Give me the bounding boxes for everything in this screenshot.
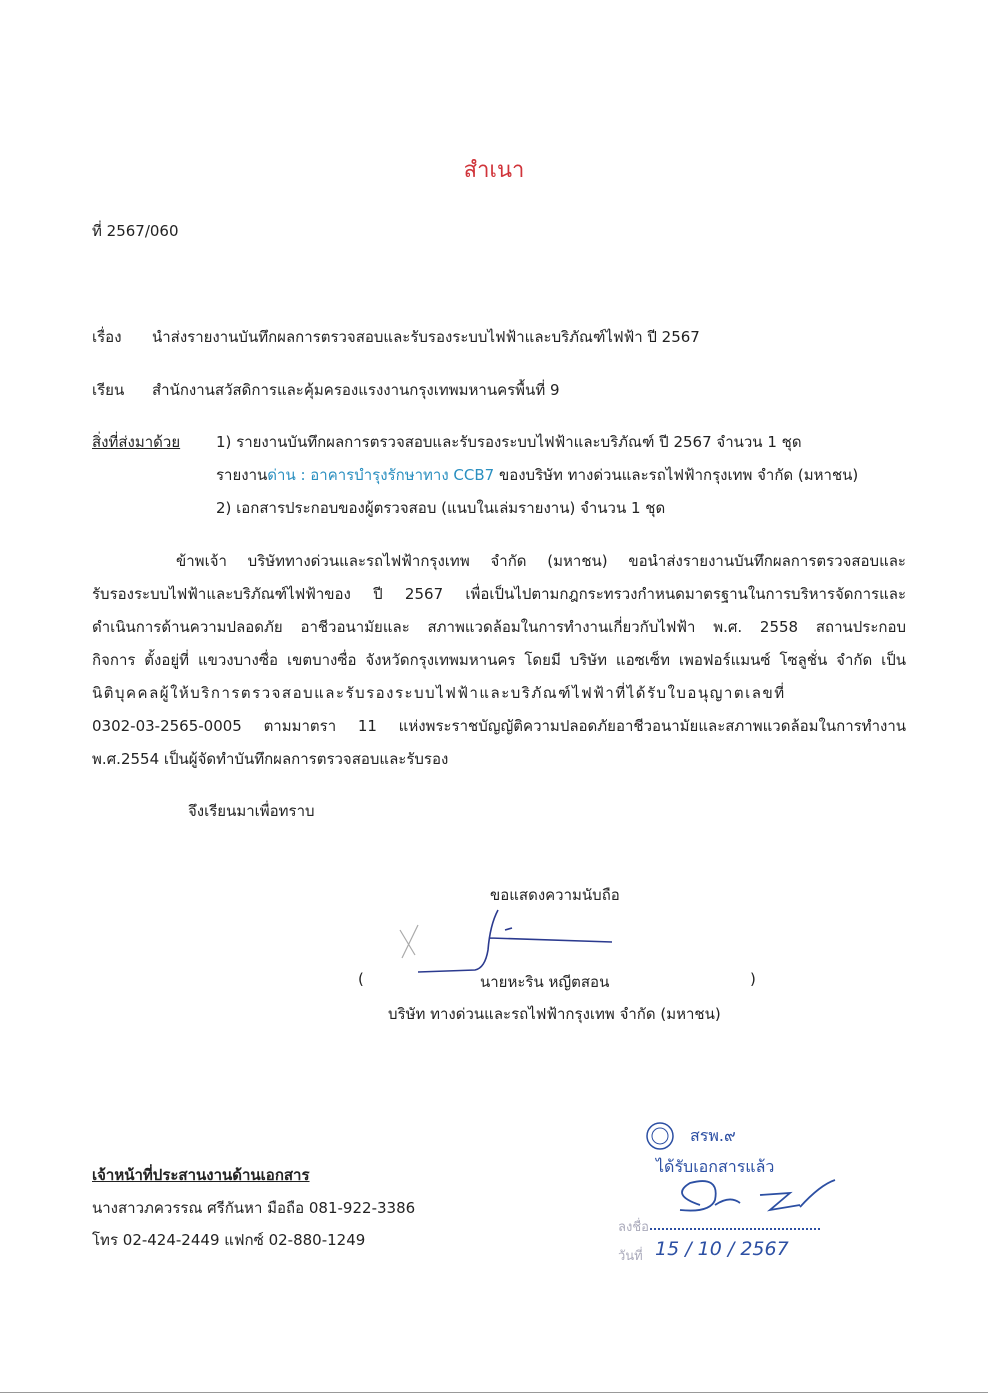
document-title: สำเนา <box>463 158 525 183</box>
stamp-sign-label: ลงชื่อ <box>618 1220 649 1235</box>
coordinator-name-phone: นางสาวภควรรณ ศรีกันหา มือถือ 081-922-3386 <box>92 1199 416 1217</box>
subject-label: เรื่อง <box>92 328 122 346</box>
regards-text: ขอแสดงความนับถือ <box>490 886 620 904</box>
signature-image <box>390 900 630 980</box>
emblem-icon <box>642 1120 678 1152</box>
close-paren: ) <box>750 970 756 988</box>
body-line: รับรองระบบไฟฟ้าและบริภัณฑ์ไฟฟ้าของ ปี 2567 เพื่อเป็นไปตามกฎกระทรวงกำหนดมาตรฐานในการบริหารจัดการและ <box>92 585 906 603</box>
signer-company: บริษัท ทางด่วนและรถไฟฟ้ากรุงเทพ จำกัด (มหาชน) <box>388 1005 721 1023</box>
coordinator-tel-fax: โทร 02-424-2449 แฟกซ์ 02-880-1249 <box>92 1231 366 1249</box>
stamp-office: สรพ.๙ <box>690 1126 736 1145</box>
body-line: ข้าพเจ้า บริษัททางด่วนและรถไฟฟ้ากรุงเทพ จำกัด (มหาชน) ขอนำส่งรายงานบันทึกผลการตรวจสอบและ <box>176 552 906 570</box>
stamp-date-value: 15 / 10 / 2567 <box>655 1238 789 1260</box>
enclosure-item-2: 2) เอกสารประกอบของผู้ตรวจสอบ (แนบในเล่มรายงาน) จำนวน 1 ชุด <box>216 499 666 517</box>
body-line: นิติบุคคลผู้ให้บริการตรวจสอบและรับรองระบบไฟฟ้าและบริภัณฑ์ไฟฟ้าที่ได้รับใบอนุญาตเลขที่ <box>92 684 786 702</box>
stamp-signature <box>660 1175 840 1225</box>
enclosure-item-1-continued <box>216 463 858 487</box>
stamp-date-label: วันที่ <box>618 1249 643 1264</box>
recipient-text: สำนักงานสวัสดิการและคุ้มครองแรงงานกรุงเทพมหานครพื้นที่ 9 <box>152 381 560 399</box>
signer-name: นายหะริน หญีตสอน <box>480 973 610 991</box>
coordinator-heading: เจ้าหน้าที่ประสานงานด้านเอกสาร <box>92 1166 310 1184</box>
subject-text: นำส่งรายงานบันทึกผลการตรวจสอบและรับรองระบบไฟฟ้าและบริภัณฑ์ไฟฟ้า ปี 2567 <box>152 328 700 346</box>
recipient-label: เรียน <box>92 381 125 399</box>
sign-dotted-line <box>650 1228 820 1230</box>
stamp-received: ได้รับเอกสารแล้ว <box>656 1157 775 1176</box>
enclosure-item-1: 1) รายงานบันทึกผลการตรวจสอบและรับรองระบบไฟฟ้าและบริภัณฑ์ ปี 2567 จำนวน 1 ชุด <box>216 433 802 451</box>
closing-text: จึงเรียนมาเพื่อทราบ <box>188 802 315 820</box>
open-paren: ( <box>358 970 364 988</box>
body-line: 0302-03-2565-0005 ตามมาตรา 11 แห่งพระราชบัญญัติความปลอดภัยอาชีวอนามัยและสภาพแวดล้อมในการทำงาน <box>92 717 906 735</box>
body-line: กิจการ ตั้งอยู่ที่ แขวงบางซื่อ เขตบางซื่อ จังหวัดกรุงเทพมหานคร โดยมี บริษัท แอซเซ็ท เพอฟอร์แมนซ์ โซลูชั่น จำกัด เป็น <box>92 651 906 669</box>
enclosure-suffix: ของบริษัท ทางด่วนและรถไฟฟ้ากรุงเทพ จำกัด (มหาชน) <box>494 466 859 484</box>
enclosure-highlight: ด่าน : อาคารบำรุงรักษาทาง CCB7 <box>267 466 495 484</box>
page-edge <box>0 1392 988 1393</box>
enclosures-label: สิ่งที่ส่งมาด้วย <box>92 433 181 451</box>
enclosure-prefix: รายงาน <box>216 466 268 484</box>
body-line: พ.ศ.2554 เป็นผู้จัดทำบันทึกผลการตรวจสอบและรับรอง <box>92 750 449 768</box>
body-line: ดำเนินการด้านความปลอดภัย อาชีวอนามัยและ สภาพแวดล้อมในการทำงานเกี่ยวกับไฟฟ้า พ.ศ. 2558 สถานประกอบ <box>92 618 906 636</box>
document-number: ที่ 2567/060 <box>92 222 179 240</box>
